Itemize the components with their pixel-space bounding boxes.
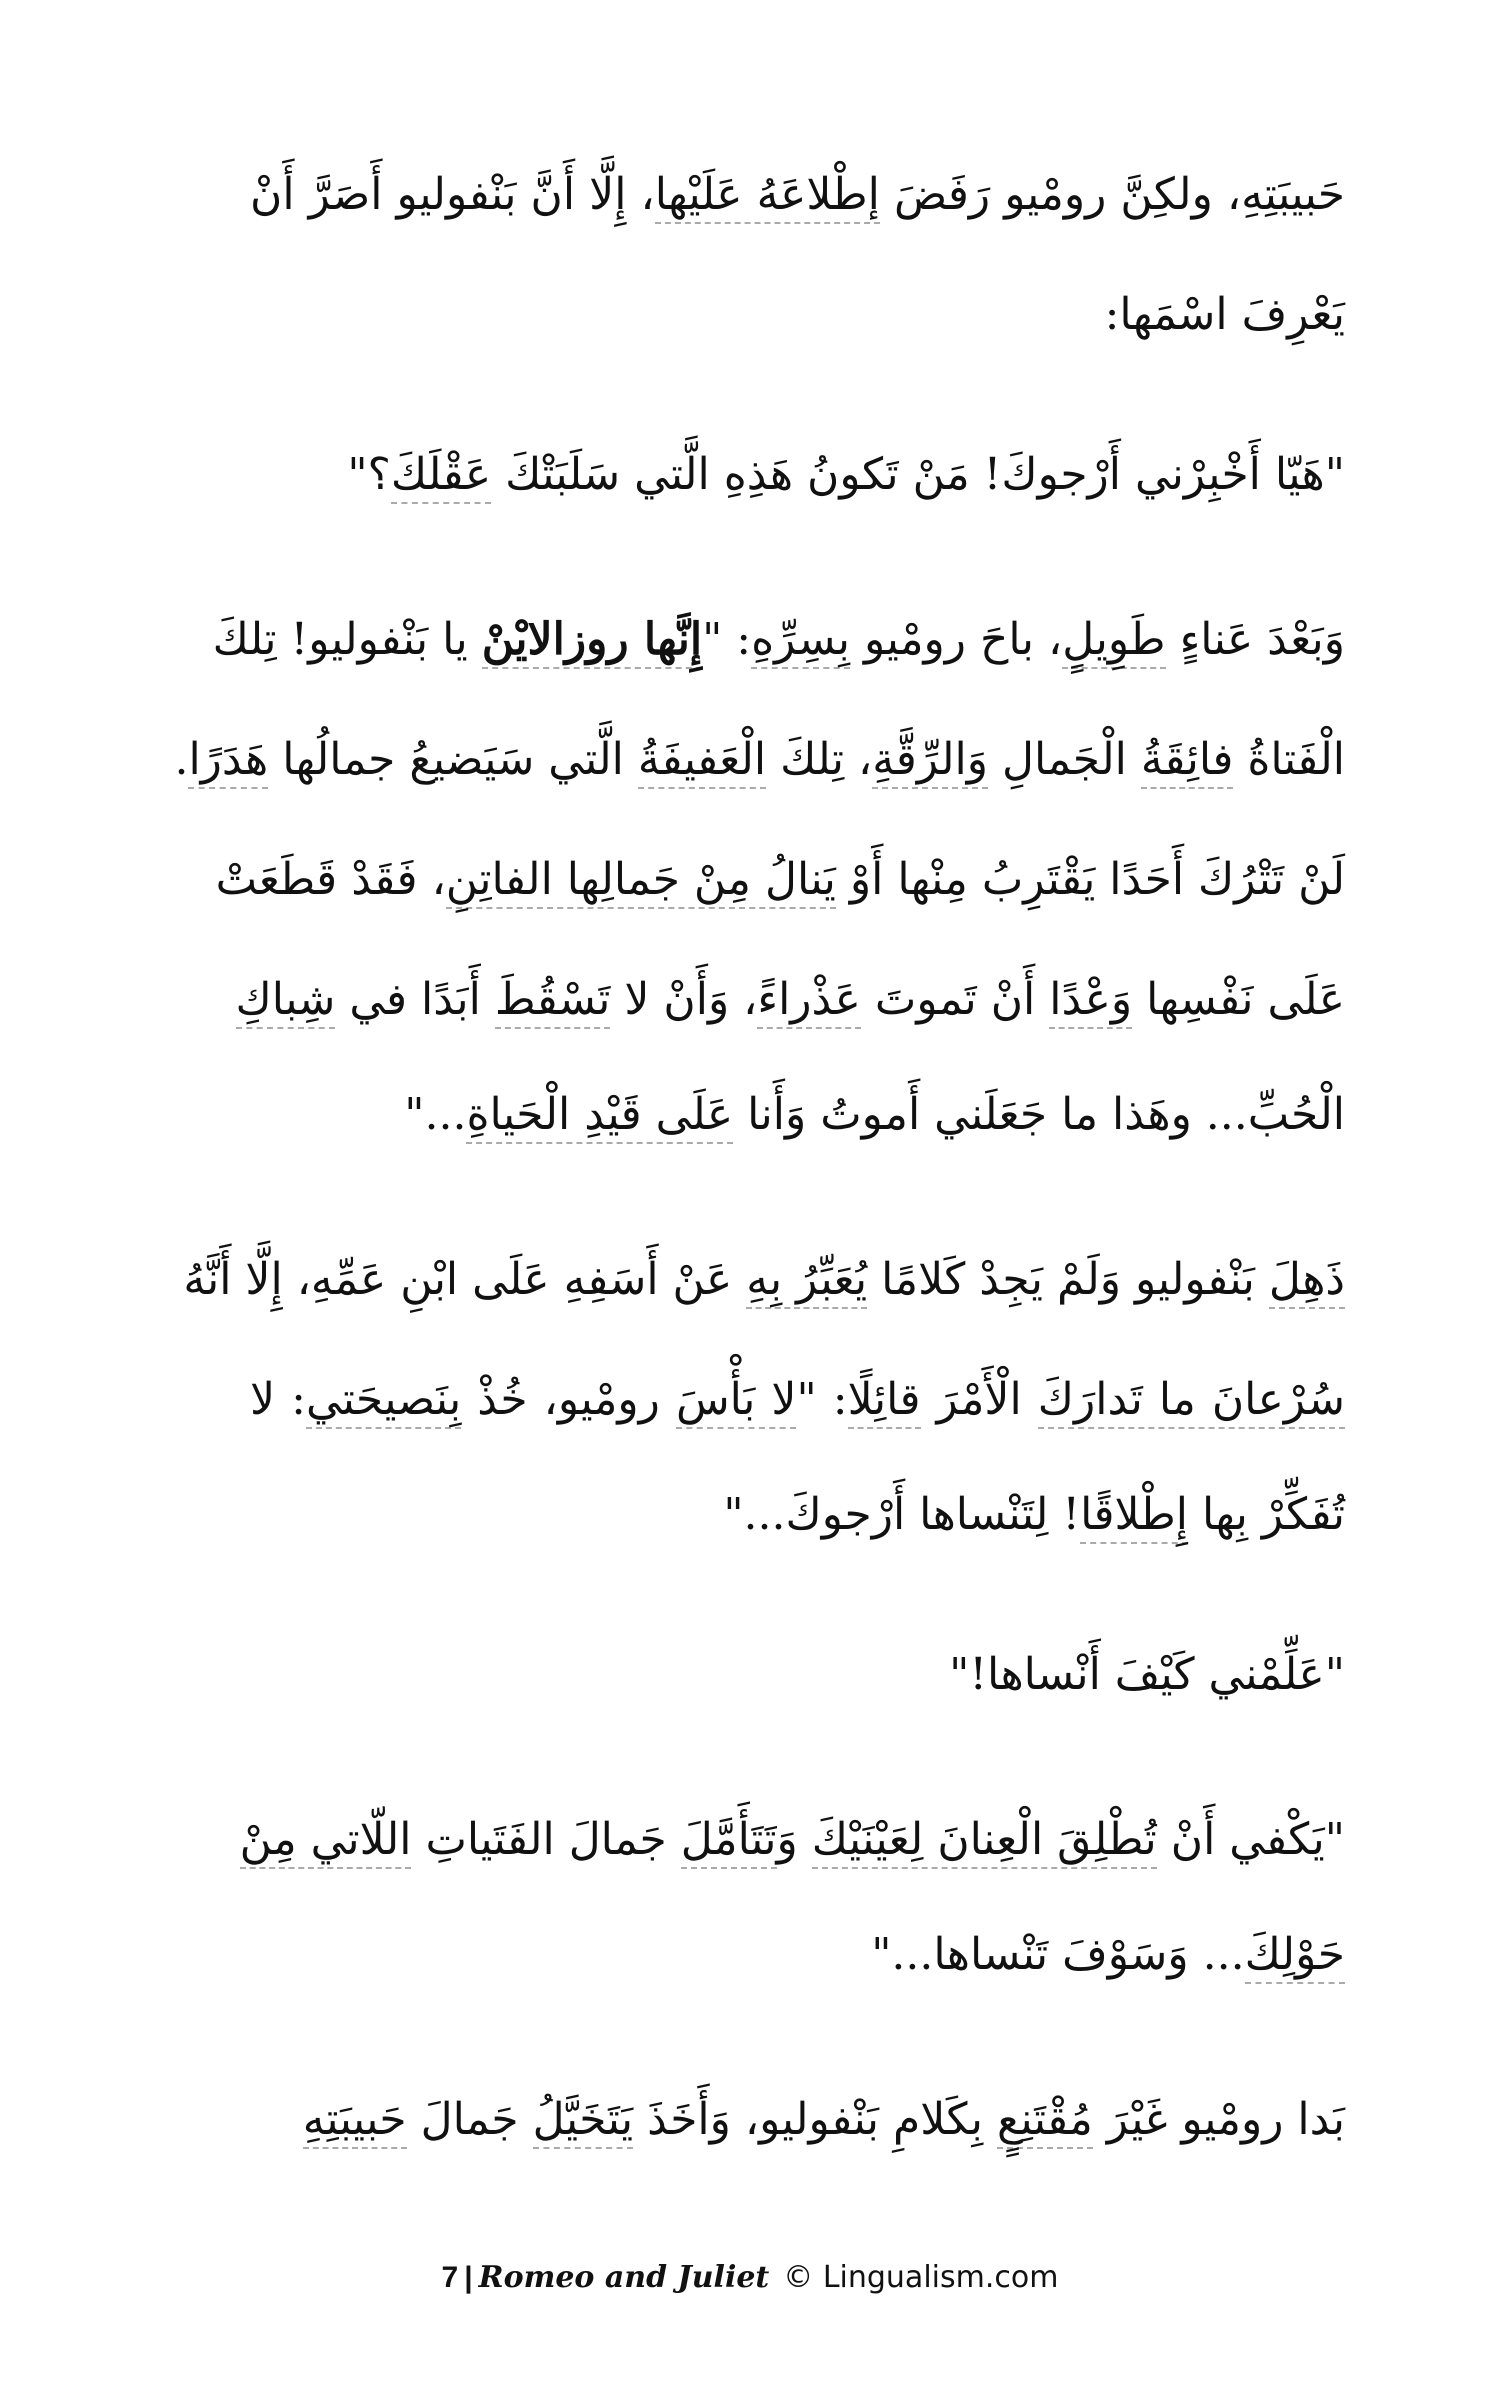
text-run: : لا (250, 1374, 306, 1425)
text-run: وَبَعْدَ عَناءٍ (1165, 614, 1345, 665)
glossary-term[interactable]: بِسِرِّهِ (751, 614, 850, 669)
text-run: الْفَتاةُ (1233, 734, 1345, 785)
text-run: يا بَنْفوليو! تِلكَ (212, 614, 482, 665)
glossary-term[interactable]: وَعْدًا (1049, 974, 1132, 1029)
glossary-term[interactable]: هَدَرًا (188, 734, 268, 789)
text-line (250, 280, 1345, 350)
text-run: لَنْ تَتْرُكَ أَحَدًا يَقْتَرِبُ مِنْها أَوْ (835, 854, 1345, 905)
text-run: جَمالَ (406, 2094, 533, 2145)
text-run: حَبيبَتِهِ، ولكِنَّ رومْيو رَفَضَ (879, 169, 1345, 220)
text-line (250, 1920, 1345, 1990)
text-line (235, 965, 1345, 1035)
text-run: : " (702, 614, 752, 665)
glossary-term[interactable]: بِنَصيحَتي (306, 1374, 461, 1429)
glossary-term[interactable]: حَوْلِكَ (1245, 1929, 1345, 1984)
book-title: Romeo and Juliet (478, 2260, 770, 2295)
glossary-term[interactable]: اللّاتي مِنْ (240, 1814, 412, 1869)
glossary-term[interactable]: عَذْراءً (757, 974, 861, 1029)
glossary-term[interactable]: تُطْلِقَ الْعِنانَ لِعَيْنَيْكَ (812, 1814, 1157, 1869)
text-run: ، وَأَنْ لا (610, 974, 758, 1025)
text-run: "يَكْفي أَنْ (1156, 1814, 1345, 1865)
text-run: ..." (404, 1089, 467, 1140)
text-run: ؟" (347, 449, 391, 500)
glossary-term[interactable]: حَبيبَتِهِ (303, 2094, 407, 2149)
text-run: ... وَسَوْفَ تَنْساها..." (871, 1929, 1245, 1980)
text-line (215, 845, 1345, 915)
glossary-term[interactable]: يَنالُ مِنْ جَمالِها الفاتِنِ (446, 854, 836, 909)
copyright-link[interactable]: © Lingualism.com (783, 2260, 1059, 2295)
text-run: "عَلِّمْني كَيْفَ أَنْساها!" (949, 1649, 1345, 1700)
text-run: ! لِتَنْساها أَرْجوكَ..." (723, 1489, 1081, 1540)
text-line (250, 1640, 1345, 1710)
text-run: جَمالَ الفَتَياتِ (411, 1814, 681, 1865)
text-run: الْجَمالِ (988, 734, 1141, 785)
glossary-term[interactable]: مُقْتَنِعٍ (997, 2094, 1093, 2149)
text-line (212, 605, 1345, 675)
glossary-term[interactable]: تَسْقُطَ (495, 974, 611, 1029)
text-line (250, 1080, 1345, 1150)
text-run: الْأَمْرَ (920, 1374, 1038, 1425)
glossary-term[interactable]: عَلَى قَيْدِ الْحَياةِ (466, 1089, 733, 1144)
text-run: بَدا رومْيو غَيْرَ (1092, 2094, 1345, 2145)
text-run: أَبَدًا في (335, 974, 495, 1025)
glossary-term[interactable]: إِطْلاقًا (1080, 1489, 1188, 1544)
footer-separator: | (464, 2261, 473, 2294)
glossary-term[interactable]: ذَهِلَ (1269, 1254, 1345, 1309)
text-run: ، فَقَدْ قَطَعَتْ (215, 854, 446, 905)
text-line (250, 1480, 1345, 1550)
text-run: رومْيو، خُذْ (461, 1374, 676, 1425)
text-run: : " (796, 1374, 848, 1425)
glossary-term[interactable]: لا بَأْسَ (676, 1374, 797, 1429)
text-line (250, 2085, 1345, 2155)
text-line (250, 160, 1345, 230)
glossary-term[interactable]: يُعَبِّرُ بِهِ (746, 1254, 867, 1309)
glossary-term[interactable]: الْعَفيفَةُ (638, 734, 766, 789)
text-run: الَّتي سَيَضيعُ جمالُها (268, 734, 638, 785)
text-run: ، إِلَّا أَنَّ بَنْفوليو أَصَرَّ أَنْ (250, 169, 655, 220)
text-run: بِكَلامِ بَنْفوليو، وَأَخَذَ (633, 2094, 998, 2145)
page-footer (0, 2258, 1500, 2298)
text-line (250, 440, 1345, 510)
text-run: . (174, 734, 189, 785)
text-run: الْحُبِّ... وهَذا ما جَعَلَني أَموتُ وَأَنا (733, 1089, 1345, 1140)
text-run: وَ (776, 1814, 812, 1865)
text-run: "هَيّا أَخْبِرْني أَرْجوكَ! مَنْ تَكونُ هَذِهِ الَّتي سَلَبَتْكَ (491, 449, 1345, 500)
text-run: بَنْفوليو وَلَمْ يَجِدْ كَلامًا (867, 1254, 1269, 1305)
glossary-term[interactable]: طَوِيلٍ (1062, 614, 1165, 669)
bold-name[interactable]: إِنَّها روزالايْنْ (482, 614, 702, 669)
text-run: عَلَى نَفْسِها (1132, 974, 1345, 1025)
text-run: تُفَكِّرْ بِها (1188, 1489, 1345, 1540)
glossary-term[interactable]: يَتَخَيَّلُ (533, 2094, 634, 2149)
text-run: يَعْرِفَ اسْمَها: (1104, 289, 1345, 340)
glossary-term[interactable]: سُرْعانَ ما تَدارَكَ (1038, 1374, 1345, 1429)
glossary-term[interactable]: فائِقَةُ (1141, 734, 1234, 789)
text-run: أَنْ تَموتَ (860, 974, 1050, 1025)
page-number: 7 (441, 2261, 459, 2294)
text-line (239, 1805, 1345, 1875)
text-run: ، باحَ رومْيو (849, 614, 1063, 665)
glossary-term[interactable]: إطْلاعَهُ عَلَيْها (655, 169, 880, 224)
glossary-term[interactable]: عَقْلَكَ (391, 449, 491, 504)
glossary-term[interactable]: تَتَأَمَّلَ (681, 1814, 777, 1869)
glossary-term[interactable]: شِباكِ (236, 974, 336, 1029)
text-run: عَنْ أَسَفِهِ عَلَى ابْنِ عَمِّهِ، إِلَّا أَنَّهُ (183, 1254, 747, 1305)
text-line (174, 725, 1345, 795)
glossary-term[interactable]: قائِلًا (848, 1374, 921, 1429)
text-line (183, 1245, 1345, 1315)
glossary-term[interactable]: وَالرِّقَّةِ (872, 734, 988, 789)
text-line (250, 1365, 1345, 1435)
text-run: ، تِلكَ (766, 734, 873, 785)
